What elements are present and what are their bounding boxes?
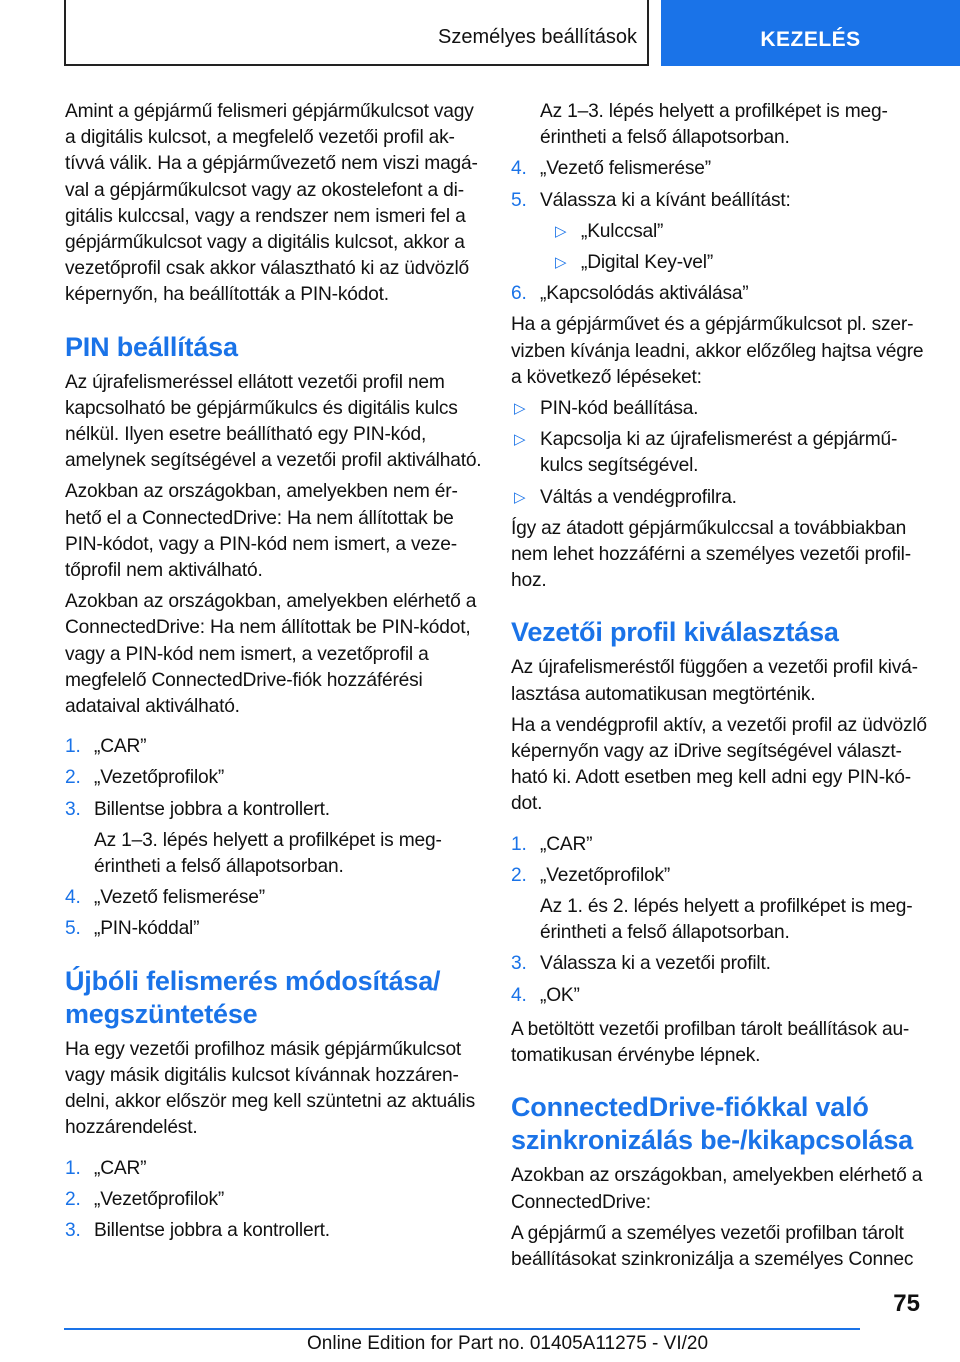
section-title: Személyes beállítások xyxy=(438,26,637,48)
chapter-tab xyxy=(661,0,960,66)
numbered-list xyxy=(65,734,485,942)
sub-list-item: ▷ „Kulccsal” xyxy=(511,219,931,245)
list-item: 1. „CAR” xyxy=(65,1157,147,1179)
paragraph: Amint a gépjármű felismeri gépjárműkulcsot vagy a digitális kulcsot, a megfelelő vezetői profil aktívvá válik. Ha a gépjárművezető nem viszi magával a gépjárműkulcsot vagy az okostelefont a digitális kulccsal, vagy a rendszer nem ismeri fel a gépjárműkulcsot vagy a digitális kulcsot, akkor a vezetőprofil csak akkor választható ki az üdvözlő képernyőn, ha beállították a PIN-kódot. xyxy=(65,101,478,306)
list-item: 1. „CAR” xyxy=(511,833,593,855)
numbered-list xyxy=(511,832,931,1009)
list-item: 2. „Vezetőprofilok” xyxy=(65,1188,225,1210)
chapter-title: KEZELÉS xyxy=(760,28,861,51)
paragraph: A betöltött vezetői profilban tárolt beállítások automatikusan érvénybe lépnek. xyxy=(511,1018,910,1067)
bullet-item: ▷ PIN-kód beállítása. xyxy=(511,396,931,422)
list-item: 3. Billentse jobbra a kontrollert. xyxy=(65,798,330,820)
heading-connected: ConnectedDrive-fiókkal való szinkronizálás be-/kikapcsolása xyxy=(511,1092,913,1156)
list-note: Az 1. és 2. lépés helyett a profilképet is megérintheti a felső állapotsorban. xyxy=(540,896,913,944)
paragraph: Ha egy vezetői profilhoz másik gépjárműkulcsot vagy másik digitális kulcsot kívánnak hozzárendelni, akkor először meg kell szüntetni az aktuális hozzárendelést. xyxy=(65,1038,475,1139)
right-column xyxy=(511,99,931,1278)
paragraph: Azokban az országokban, amelyekben elérhető a ConnectedDrive: Ha nem állítottak be PIN-kódot, vagy a PIN-kód nem ismert, a vezetőprofil a megfelelő ConnectedDrive-fiók hozzáférési adataival aktiválható. xyxy=(65,591,477,718)
list-item: 4. „Vezető felismerése” xyxy=(65,887,265,909)
list-item: 5. „PIN-kóddal” xyxy=(65,918,200,940)
paragraph: Ha a gépjárművet és a gépjárműkulcsot pl. szervizben kívánja leadni, akkor előzőleg hajtsa végre a következő lépéseket: xyxy=(511,314,924,388)
paragraph: A gépjármű a személyes vezetői profilban tárolt beállításokat szinkronizálja a személyes Connec xyxy=(511,1222,914,1270)
bullet-item: ▷ Kapcsolja ki az újrafelismerést a gépjárműkulcs segítségével. xyxy=(514,429,898,477)
list-item: 2. „Vezetőprofilok” xyxy=(511,864,671,886)
triangle-bullet-icon: ▷ xyxy=(555,254,567,272)
triangle-bullet-icon: ▷ xyxy=(514,488,526,506)
paragraph: Így az átadott gépjárműkulccsal a továbbiakban nem lehet hozzáférni a személyes vezetői profilhoz. xyxy=(511,517,912,592)
numbered-list xyxy=(65,1156,485,1245)
list-item: 2. „Vezetőprofilok” xyxy=(65,767,225,789)
footer-edition: Online Edition for Part no. 01405A11275 - VI/20 xyxy=(307,1333,709,1354)
triangle-bullet-icon: ▷ xyxy=(555,222,567,240)
heading-pin: PIN beállítása xyxy=(65,331,238,362)
paragraph: Azokban az országokban, amelyekben nem érhető el a ConnectedDrive: Ha nem állítottak be PIN-kódot, vagy a PIN-kód nem ismert, a vezetőprofil nem aktiválható. xyxy=(65,481,458,582)
triangle-bullet-icon: ▷ xyxy=(514,431,526,449)
list-item: 1. „CAR” xyxy=(65,736,147,758)
page-header xyxy=(64,0,960,66)
list-item: 4. „Vezető felismerése” xyxy=(511,158,711,180)
bullet-item: ▷ Váltás a vendégprofilra. xyxy=(511,485,931,511)
left-column xyxy=(65,99,485,1252)
section-tab xyxy=(64,0,649,66)
list-item: 6. „Kapcsolódás aktiválása” xyxy=(511,283,749,305)
list-item: 3. Billentse jobbra a kontrollert. xyxy=(65,1219,330,1241)
list-note: Az 1–3. lépés helyett a profilképet is megérintheti a felső állapotsorban. xyxy=(540,101,888,149)
paragraph: Az újrafelismeréssel ellátott vezetői profil nem kapcsolható be gépjárműkulcs és digitális kulcs nélkül. Ilyen esetre beállítható egy PIN-kód, amelynek segítségével a vezetői profil aktiválható. xyxy=(65,371,482,472)
list-note: Az 1–3. lépés helyett a profilképet is megérintheti a felső állapotsorban. xyxy=(94,829,442,878)
list-item: 5. Válassza ki a kívánt beállítást: xyxy=(511,189,791,211)
paragraph: Azokban az országokban, amelyekben elérhető a ConnectedDrive: xyxy=(511,1165,923,1213)
heading-ujboli: Újbóli felismerés módosítása/ megszüntetése xyxy=(65,965,441,1029)
paragraph: Az újrafelismeréstől függően a vezetői profil kiválasztása automatikusan megtörténik. xyxy=(511,657,918,705)
list-item: 4. „OK” xyxy=(511,984,580,1006)
footer-divider xyxy=(64,1328,860,1330)
triangle-bullet-icon: ▷ xyxy=(514,400,526,418)
heading-vezetoi: Vezetői profil kiválasztása xyxy=(511,617,839,648)
page-number: 75 xyxy=(893,1290,920,1317)
list-item: 3. Válassza ki a vezetői profilt. xyxy=(511,953,771,975)
paragraph: Ha a vendégprofil aktív, a vezetői profil az üdvözlő képernyőn vagy az iDrive segítségével választható ki. Adott esetben meg kell adni egy PIN-kódot. xyxy=(511,714,927,815)
sub-list-item: ▷ „Digital Key-vel” xyxy=(511,250,931,276)
